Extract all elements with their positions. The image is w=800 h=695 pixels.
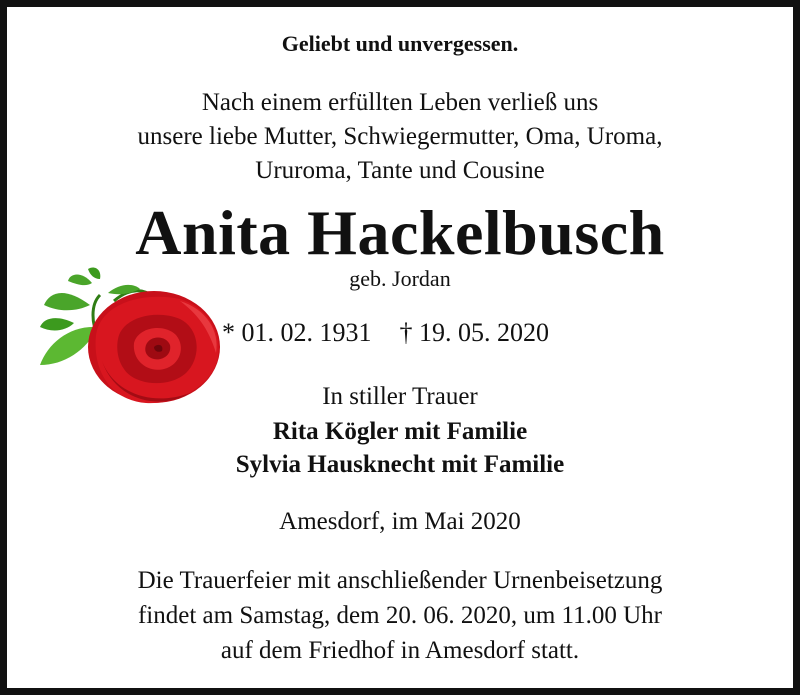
- mourner-family: Rita Kögler mit Familie: [272, 418, 528, 445]
- place-date: Amesdorf, im Mai 2020: [279, 508, 521, 535]
- death-date: † 19. 05. 2020: [399, 318, 549, 347]
- maiden-name: geb. Jordan: [349, 266, 451, 291]
- intro-line: Nach einem erfüllten Leben verließ uns: [201, 89, 599, 116]
- intro-line: Ururoma, Tante und Cousine: [255, 157, 545, 184]
- deceased-name: Anita Hackelbusch: [135, 197, 665, 268]
- ceremony-line: Die Trauerfeier mit anschließender Urnenbeisetzung: [137, 567, 663, 594]
- intro-text: [0, 86, 800, 188]
- ceremony-line: auf dem Friedhof in Amesdorf statt.: [220, 637, 580, 664]
- ceremony-line: findet am Samstag, dem 20. 06. 2020, um 11.00 Uhr: [137, 602, 662, 629]
- ceremony-info: [0, 563, 800, 668]
- intro-line: unsere liebe Mutter, Schwiegermutter, Oma, Uroma,: [137, 123, 663, 150]
- mourner-family: Sylvia Hausknecht mit Familie: [235, 451, 565, 478]
- birth-date: * 01. 02. 1931: [222, 318, 372, 347]
- motto: Geliebt und unvergessen.: [281, 31, 519, 56]
- mourning-label: In stiller Trauer: [322, 383, 478, 410]
- life-dates: [222, 318, 582, 348]
